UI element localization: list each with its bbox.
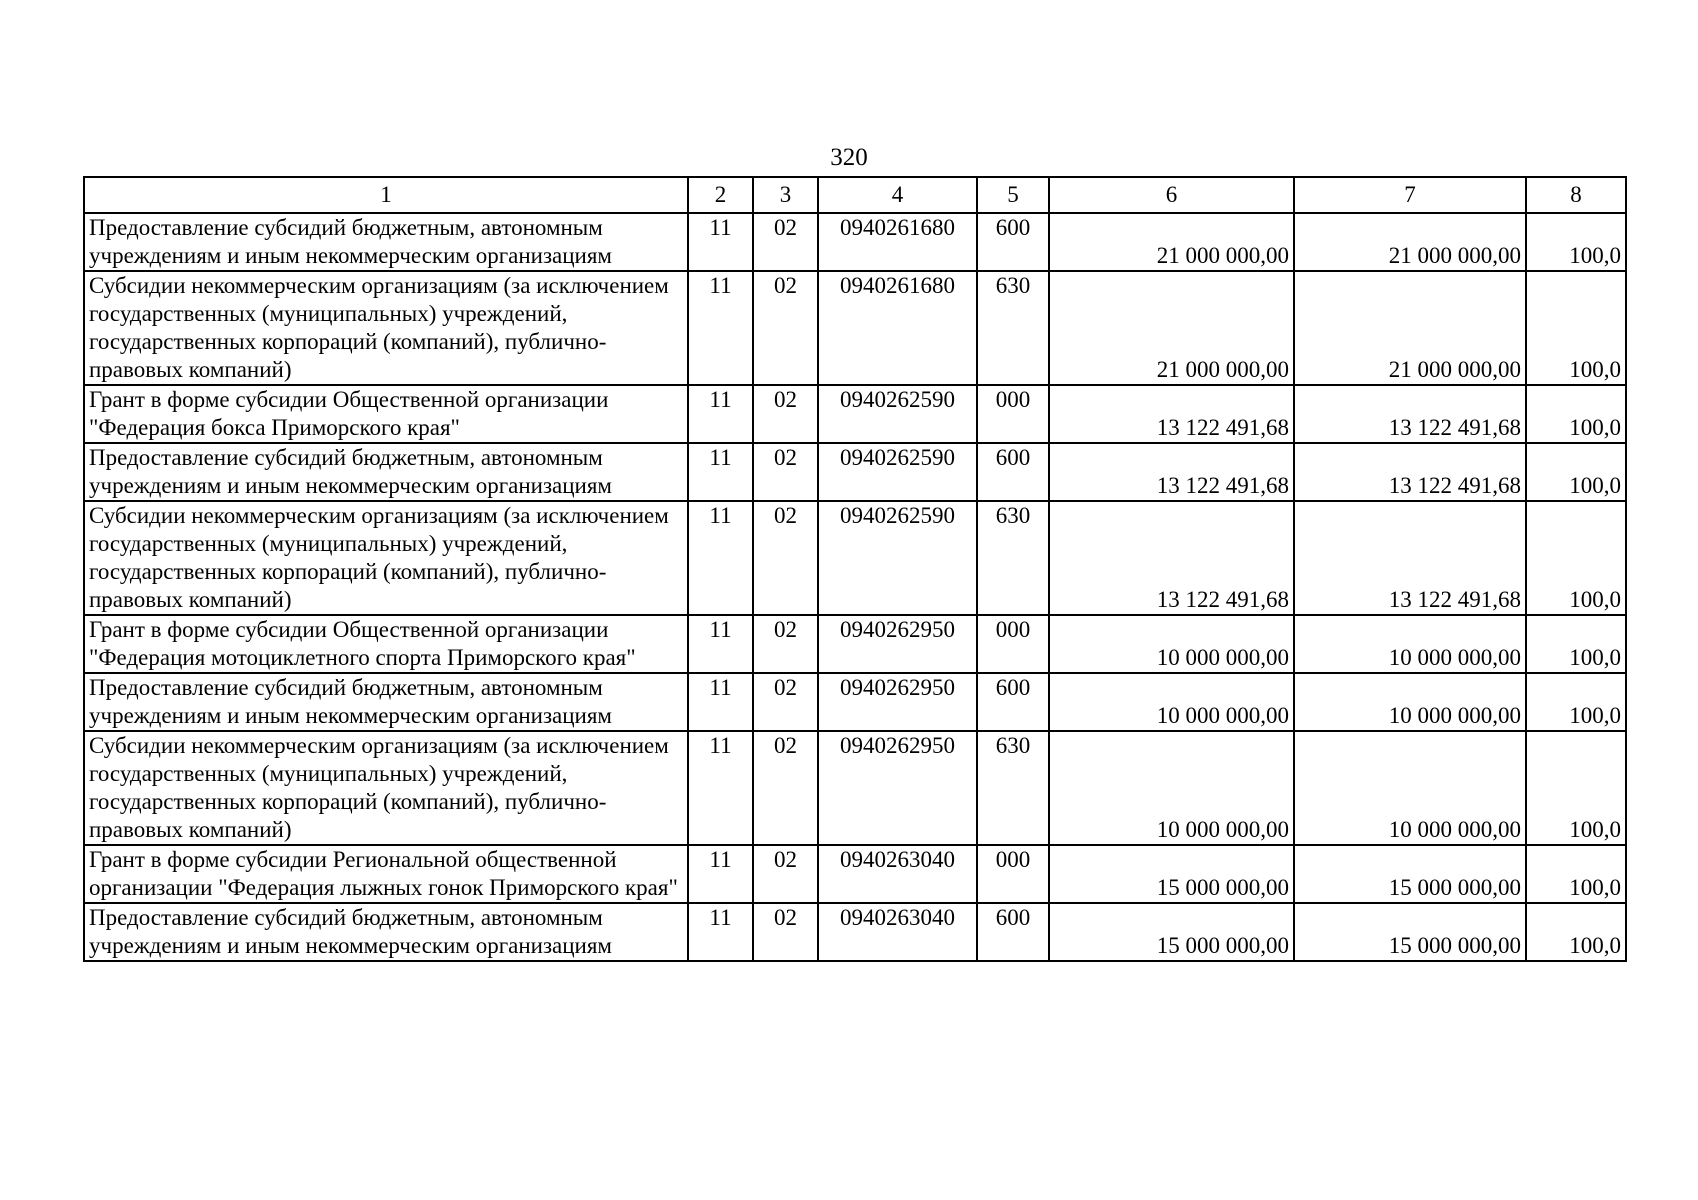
section-code-cell: 11 xyxy=(688,731,753,845)
actual-amount-cell: 15 000 000,00 xyxy=(1294,845,1526,903)
expense-name-cell: Предоставление субсидий бюджетным, автономным учреждениям и иным некоммерческим организациям xyxy=(84,443,688,501)
subsection-code-cell: 02 xyxy=(753,385,818,443)
subsection-code-cell: 02 xyxy=(753,731,818,845)
expense-name-cell: Субсидии некоммерческим организациям (за исключением государственных (муниципальных) учреждений, государственных корпораций (компаний), публично-правовых компаний) xyxy=(84,501,688,615)
expense-name-cell: Субсидии некоммерческим организациям (за исключением государственных (муниципальных) учреждений, государственных корпораций (компаний), публично-правовых компаний) xyxy=(84,731,688,845)
expense-name-cell: Субсидии некоммерческим организациям (за исключением государственных (муниципальных) учреждений, государственных корпораций (компаний), публично-правовых компаний) xyxy=(84,271,688,385)
expense-type-cell: 600 xyxy=(977,673,1049,731)
actual-amount-cell: 13 122 491,68 xyxy=(1294,501,1526,615)
planned-amount-cell: 13 122 491,68 xyxy=(1049,443,1294,501)
actual-amount-cell: 13 122 491,68 xyxy=(1294,385,1526,443)
table-row xyxy=(84,845,1626,903)
actual-amount-cell: 21 000 000,00 xyxy=(1294,271,1526,385)
section-code-cell: 11 xyxy=(688,385,753,443)
table-row xyxy=(84,731,1626,845)
planned-amount-cell: 15 000 000,00 xyxy=(1049,903,1294,961)
section-code-cell: 11 xyxy=(688,845,753,903)
table-row xyxy=(84,903,1626,961)
table-row xyxy=(84,673,1626,731)
expense-type-cell: 630 xyxy=(977,501,1049,615)
expense-name-cell: Грант в форме субсидии Региональной общественной организации "Федерация лыжных гонок Приморского края" xyxy=(84,845,688,903)
percent-cell: 100,0 xyxy=(1526,271,1626,385)
percent-cell: 100,0 xyxy=(1526,501,1626,615)
planned-amount-cell: 21 000 000,00 xyxy=(1049,213,1294,271)
subsection-code-cell: 02 xyxy=(753,903,818,961)
actual-amount-cell: 10 000 000,00 xyxy=(1294,673,1526,731)
subsection-code-cell: 02 xyxy=(753,271,818,385)
target-article-cell: 0940262950 xyxy=(818,673,977,731)
section-code-cell: 11 xyxy=(688,615,753,673)
expense-type-cell: 000 xyxy=(977,385,1049,443)
column-header: 7 xyxy=(1294,177,1526,213)
target-article-cell: 0940263040 xyxy=(818,845,977,903)
percent-cell: 100,0 xyxy=(1526,673,1626,731)
planned-amount-cell: 10 000 000,00 xyxy=(1049,673,1294,731)
percent-cell: 100,0 xyxy=(1526,385,1626,443)
planned-amount-cell: 13 122 491,68 xyxy=(1049,501,1294,615)
subsection-code-cell: 02 xyxy=(753,615,818,673)
actual-amount-cell: 15 000 000,00 xyxy=(1294,903,1526,961)
table-row xyxy=(84,443,1626,501)
target-article-cell: 0940262590 xyxy=(818,385,977,443)
actual-amount-cell: 13 122 491,68 xyxy=(1294,443,1526,501)
target-article-cell: 0940261680 xyxy=(818,271,977,385)
target-article-cell: 0940261680 xyxy=(818,213,977,271)
column-header: 5 xyxy=(977,177,1049,213)
table-row xyxy=(84,385,1626,443)
subsection-code-cell: 02 xyxy=(753,673,818,731)
expense-type-cell: 600 xyxy=(977,903,1049,961)
target-article-cell: 0940262590 xyxy=(818,501,977,615)
section-code-cell: 11 xyxy=(688,271,753,385)
subsection-code-cell: 02 xyxy=(753,213,818,271)
percent-cell: 100,0 xyxy=(1526,615,1626,673)
column-header: 8 xyxy=(1526,177,1626,213)
section-code-cell: 11 xyxy=(688,501,753,615)
planned-amount-cell: 13 122 491,68 xyxy=(1049,385,1294,443)
column-header: 1 xyxy=(84,177,688,213)
expense-name-cell: Предоставление субсидий бюджетным, автономным учреждениям и иным некоммерческим организациям xyxy=(84,213,688,271)
expense-name-cell: Грант в форме субсидии Общественной организации "Федерация мотоциклетного спорта Приморского края" xyxy=(84,615,688,673)
target-article-cell: 0940262590 xyxy=(818,443,977,501)
expense-type-cell: 000 xyxy=(977,615,1049,673)
table-row xyxy=(84,501,1626,615)
expense-type-cell: 630 xyxy=(977,731,1049,845)
target-article-cell: 0940262950 xyxy=(818,731,977,845)
expense-type-cell: 600 xyxy=(977,443,1049,501)
column-header: 6 xyxy=(1049,177,1294,213)
expense-name-cell: Предоставление субсидий бюджетным, автономным учреждениям и иным некоммерческим организациям xyxy=(84,673,688,731)
planned-amount-cell: 10 000 000,00 xyxy=(1049,731,1294,845)
table-row xyxy=(84,615,1626,673)
actual-amount-cell: 21 000 000,00 xyxy=(1294,213,1526,271)
percent-cell: 100,0 xyxy=(1526,731,1626,845)
subsection-code-cell: 02 xyxy=(753,501,818,615)
planned-amount-cell: 15 000 000,00 xyxy=(1049,845,1294,903)
percent-cell: 100,0 xyxy=(1526,903,1626,961)
section-code-cell: 11 xyxy=(688,213,753,271)
page-number: 320 xyxy=(830,144,868,171)
subsection-code-cell: 02 xyxy=(753,443,818,501)
expense-type-cell: 600 xyxy=(977,213,1049,271)
expense-type-cell: 630 xyxy=(977,271,1049,385)
column-header: 4 xyxy=(818,177,977,213)
planned-amount-cell: 10 000 000,00 xyxy=(1049,615,1294,673)
section-code-cell: 11 xyxy=(688,443,753,501)
subsection-code-cell: 02 xyxy=(753,845,818,903)
actual-amount-cell: 10 000 000,00 xyxy=(1294,615,1526,673)
section-code-cell: 11 xyxy=(688,903,753,961)
target-article-cell: 0940263040 xyxy=(818,903,977,961)
planned-amount-cell: 21 000 000,00 xyxy=(1049,271,1294,385)
expense-type-cell: 000 xyxy=(977,845,1049,903)
table-row xyxy=(84,271,1626,385)
column-header: 3 xyxy=(753,177,818,213)
section-code-cell: 11 xyxy=(688,673,753,731)
header-row xyxy=(84,177,1626,213)
table-row xyxy=(84,213,1626,271)
percent-cell: 100,0 xyxy=(1526,845,1626,903)
expense-name-cell: Предоставление субсидий бюджетным, автономным учреждениям и иным некоммерческим организациям xyxy=(84,903,688,961)
budget-table xyxy=(83,176,1627,962)
percent-cell: 100,0 xyxy=(1526,213,1626,271)
actual-amount-cell: 10 000 000,00 xyxy=(1294,731,1526,845)
column-header: 2 xyxy=(688,177,753,213)
target-article-cell: 0940262950 xyxy=(818,615,977,673)
expense-name-cell: Грант в форме субсидии Общественной организации "Федерация бокса Приморского края" xyxy=(84,385,688,443)
percent-cell: 100,0 xyxy=(1526,443,1626,501)
